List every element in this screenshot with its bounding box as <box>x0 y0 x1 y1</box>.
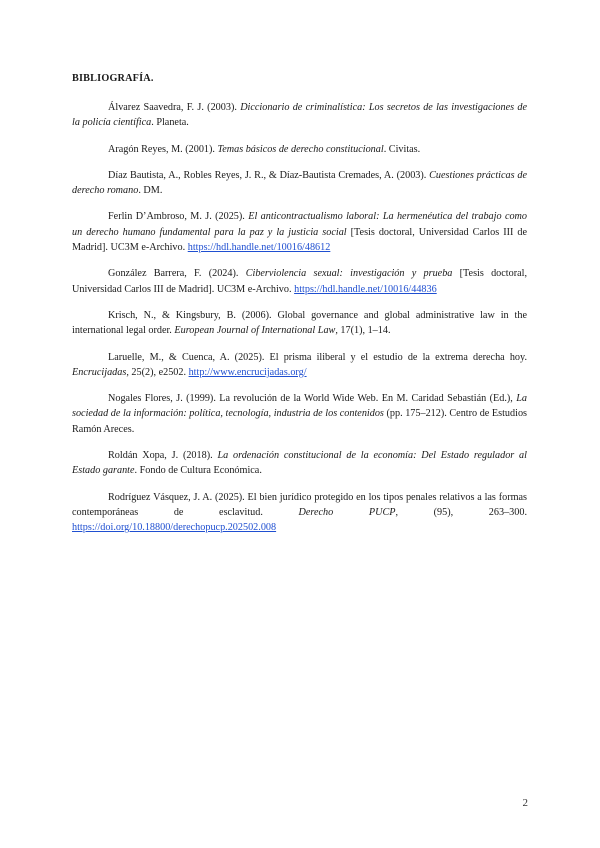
reference-title: Diccionario de criminalística: Los secretos de las investigaciones de la policía científica <box>72 102 527 129</box>
bibliography-section <box>72 72 527 547</box>
reference-link[interactable]: http://www.encrucijadas.org/ <box>188 366 307 378</box>
reference-title: Derecho PUCP <box>298 506 396 518</box>
reference-source: , 25(2), e2502. <box>126 366 189 378</box>
reference-title: Temas básicos de derecho constitucional <box>217 143 384 155</box>
reference-entry <box>72 142 527 157</box>
reference-source: , 17(1), 1–14. <box>335 325 391 337</box>
reference-authors: González Barrera, F. (2024). <box>108 268 246 280</box>
reference-authors: Ferlin D’Ambroso, M. J. (2025). <box>108 211 249 223</box>
reference-authors: Laruelle, M., & Cuenca, A. (2025). El prisma iliberal y el estudio de la extrema derecha hoy. <box>108 351 527 363</box>
reference-link[interactable]: https://hdl.handle.net/10016/48612 <box>187 242 331 254</box>
reference-source: . Planeta. <box>151 117 189 129</box>
reference-title: European Journal of International Law <box>174 325 336 337</box>
reference-entry <box>72 100 527 131</box>
reference-source: [Tesis doctoral, Universidad Carlos III de Madrid]. UC3M e-Archivo. <box>72 268 528 295</box>
reference-title: Ciberviolencia sexual: investigación y prueba <box>245 268 453 280</box>
reference-title: La ordenación constitucional de la economía: Del Estado regulador al Estado garante <box>72 450 527 477</box>
reference-entry <box>72 391 527 437</box>
reference-authors: Aragón Reyes, M. (2001). <box>108 143 218 155</box>
reference-authors: Nogales Flores, J. (1999). La revolución de la World Wide Web. En M. Caridad Sebastián (Ed.), <box>108 393 517 405</box>
reference-authors: Rodríguez Vásquez, J. A. (2025). El bien jurídico protegido en los tipos penales relativos a las formas contemporáneas de esclavitud. <box>72 491 527 518</box>
reference-source: , (95), 263–300. <box>395 506 527 518</box>
reference-source: . Fondo de Cultura Económica. <box>134 465 262 477</box>
reference-entry <box>72 490 527 536</box>
reference-authors: Díaz Bautista, A., Robles Reyes, J. R., & Díaz-Bautista Cremades, A. (2003). <box>108 169 430 181</box>
reference-entry <box>72 168 527 199</box>
reference-source: . DM. <box>138 185 163 197</box>
reference-title: Encrucijadas <box>72 366 127 378</box>
reference-entry <box>72 308 527 339</box>
reference-entry <box>72 350 527 381</box>
page-number: 2 <box>522 797 528 809</box>
reference-authors: Krisch, N., & Kingsbury, B. (2006). Global governance and global administrative law in the international legal order. <box>72 309 527 337</box>
bibliography-heading: BIBLIOGRAFÍA. <box>72 73 154 84</box>
reference-entry <box>72 209 527 255</box>
reference-authors: Álvarez Saavedra, F. J. (2003). <box>108 102 241 113</box>
reference-link[interactable]: https://hdl.handle.net/10016/44836 <box>294 283 437 295</box>
reference-entry <box>72 448 527 479</box>
reference-entry <box>72 266 527 297</box>
reference-link[interactable]: https://doi.org/10.18800/derechopucp.202502.008 <box>72 522 277 534</box>
reference-authors: Roldán Xopa, J. (2018). <box>108 450 218 462</box>
reference-source: [Tesis doctoral, Universidad Carlos III de Madrid]. UC3M e-Archivo. <box>72 226 528 254</box>
reference-source: . Civitas. <box>383 143 421 155</box>
reference-title: El anticontractualismo laboral: La hermenéutica del trabajo como un derecho humano fundamental para la paz y la justicia social <box>72 211 528 238</box>
reference-source: (pp. 175–212). Centro de Estudios Ramón Areces. <box>72 408 528 435</box>
reference-title: Cuestiones prácticas de derecho romano <box>72 169 527 197</box>
reference-title: La sociedad de la información: política, tecnología, industria de los contenidos <box>72 393 527 420</box>
